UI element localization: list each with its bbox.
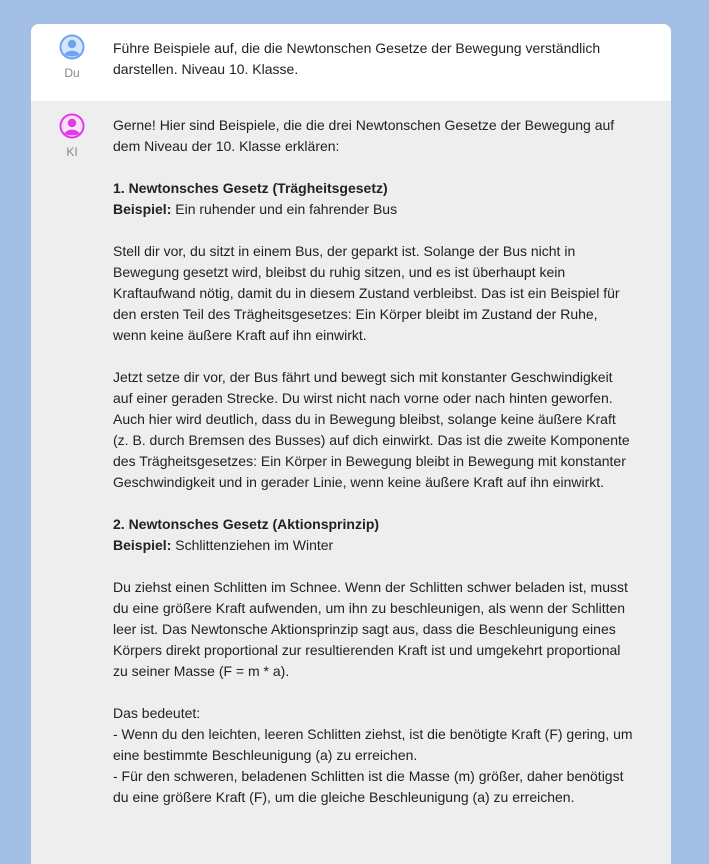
law2-example-text: Schlittenziehen im Winter [171,537,334,553]
law1-paragraph-1: Stell dir vor, du sitzt in einem Bus, der geparkt ist. Solange der Bus nicht in Bewegung gesetzt wird, bleibst du ruhig sitzen, und es ist überhaupt kein Kraftaufwand nötig, damit du in diesem Zustand verbleibst. Das ist ein Beispiel für den ersten Teil des Trägheitsgesetzes: Ein Körper bleibt im Zustand der Ruhe, wenn keine äußere Kraft auf ihn einwirkt. [113,243,620,343]
law2-bullet-1: - Wenn du den leichten, leeren Schlitten ziehst, ist die benötigte Kraft (F) gering, um eine bestimmte Beschleunigung (a) zu erreichen. [113,726,633,763]
law2-bullet-2: - Für den schweren, beladenen Schlitten ist die Masse (m) größer, daher benötigst du eine größere Kraft (F), um die gleiche Beschleunigung (a) zu erreichen. [113,768,624,805]
ai-message [31,101,671,864]
law2-example [113,535,633,556]
law1-example [113,199,633,220]
user-message [31,24,671,101]
user-avatar-column [31,24,113,101]
law1-example-text: Ein ruhender und ein fahrender Bus [171,201,398,217]
law1-paragraph-2: Jetzt setze dir vor, der Bus fährt und bewegt sich mit konstanter Geschwindigkeit auf einer geraden Strecke. Du wirst nicht nach vorne oder nach hinten geworfen. Auch hier wird deutlich, dass du in Bewegung bleibst, solange keine äußere Kraft (z. B. durch Bremsen des Busses) auf dich einwirkt. Das ist die zweite Komponente des Trägheitsgesetzes: Ein Körper in Bewegung bleibt in Bewegung mit konstanter Geschwindigkeit und in gerader Linie, wenn keine äußere Kraft auf ihn einwirkt. [113,369,630,490]
law2-heading: 2. Newtonsches Gesetz (Aktionsprinzip) [113,516,380,532]
law2-paragraph-1: Du ziehst einen Schlitten im Schnee. Wenn der Schlitten schwer beladen ist, musst du eine größere Kraft aufwenden, um ihn zu beschleunigen, als wenn der Schlitten leer ist. Das Newtonsche Aktionsprinzip sagt aus, dass die Beschleunigung eines Körpers direkt proportional zur resultierenden Kraft ist und umgekehrt proportional zu seiner Masse (F = m * a). [113,579,628,679]
user-message-body: Führe Beispiele auf, die die Newtonschen Gesetze der Bewegung verständlich darstellen. Niveau 10. Klasse. [113,40,601,77]
law1-example-label: Beispiel: [113,201,172,217]
ai-intro: Gerne! Hier sind Beispiele, die die drei Newtonschen Gesetze der Bewegung auf dem Niveau der 10. Klasse erklären: [113,117,615,154]
ai-message-text [113,101,633,864]
ai-role-label: KI [66,145,78,159]
law2-meaning-label: Das bedeutet: [113,705,201,721]
ai-avatar-column [31,101,113,864]
user-message-text [113,24,633,101]
user-role-label: Du [64,66,80,80]
law1-heading: 1. Newtonsches Gesetz (Trägheitsgesetz) [113,180,388,196]
chat-container [31,24,671,864]
ai-avatar-icon [59,113,85,139]
user-avatar-icon [59,34,85,60]
law2-example-label: Beispiel: [113,537,172,553]
